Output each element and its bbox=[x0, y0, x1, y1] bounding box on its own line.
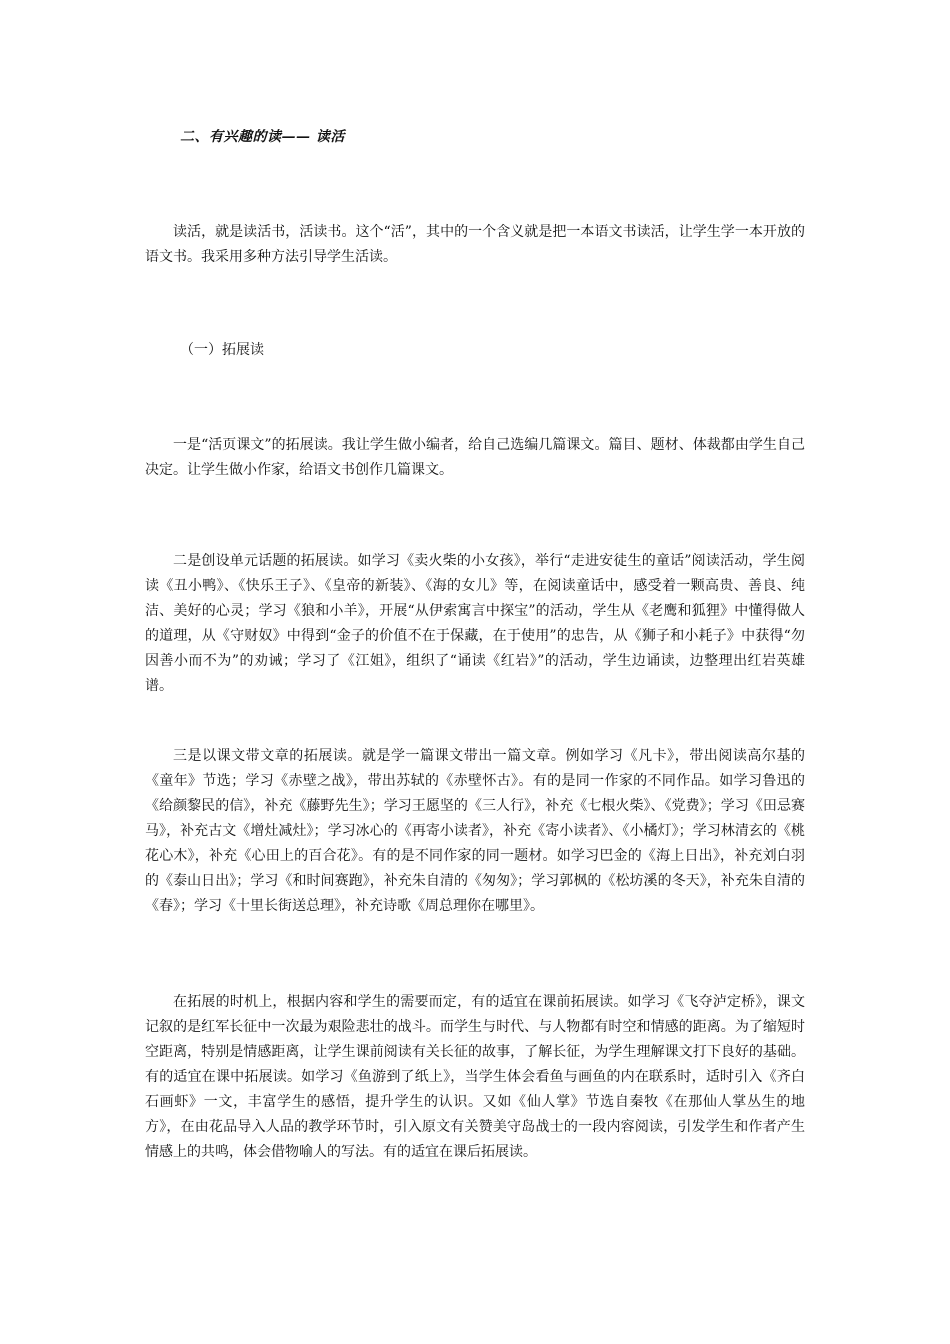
body-paragraph-2: 二是创设单元话题的拓展读。如学习《卖火柴的小女孩》，举行“走进安徒生的童话”阅读活动，学生阅读《丑小鸭》、《快乐王子》、《皇帝的新装》、《海的女儿》等，在阅读童话中，感受着一颗高贵、善良、纯洁、美好的心灵；学习《狼和小羊》，开展“从伊索寓言中探宝”的活动，学生从《老鹰和狐狸》中懂得做人的道理，从《守财奴》中得到“金子的价值不在于保藏，在于使用”的忠告，从《狮子和小耗子》中获得“勿因善小而不为”的劝诫；学习了《江姐》，组织了“诵读《红岩》”的活动，学生边诵读，边整理出红岩英雄谱。 bbox=[145, 553, 805, 694]
section-heading: 二、有兴趣的读—— 读活 bbox=[180, 129, 345, 145]
body-paragraph-3: 三是以课文带文章的拓展读。就是学一篇课文带出一篇文章。例如学习《凡卡》，带出阅读高尔基的《童年》节选；学习《赤壁之战》，带出苏轼的《赤壁怀古》。有的是同一作家的不同作品。如学习鲁迅的《给颜黎民的信》，补充《藤野先生》；学习王愿坚的《三人行》，补充《七根火柴》、《党费》；学习《田忌赛马》，补充古文《增灶减灶》；学习冰心的《再寄小读者》，补充《寄小读者》、《小橘灯》；学习林清玄的《桃花心木》，补充《心田上的百合花》。有的是不同作家的同一题材。如学习巴金的《海上日出》，补充刘白羽的《泰山日出》；学习《和时间赛跑》，补充朱自清的《匆匆》；学习郭枫的《松坊溪的冬天》，补充朱自清的《春》；学习《十里长街送总理》，补充诗歌《周总理你在哪里》。 bbox=[145, 748, 805, 914]
intro-paragraph: 读活，就是读活书，活读书。这个“活”，其中的一个含义就是把一本语文书读活，让学生学一本开放的语文书。我采用多种方法引导学生活读。 bbox=[145, 224, 805, 265]
subsection-title: （一）拓展读 bbox=[180, 342, 264, 358]
body-paragraph-1: 一是“活页课文”的拓展读。我让学生做小编者，给自己选编几篇课文。篇目、题材、体裁都由学生自己决定。让学生做小作家，给语文书创作几篇课文。 bbox=[145, 437, 805, 478]
body-paragraph-4: 在拓展的时机上，根据内容和学生的需要而定，有的适宜在课前拓展读。如学习《飞夺泸定桥》，课文记叙的是红军长征中一次最为艰险悲壮的战斗。而学生与时代、与人物都有时空和情感的距离。为了缩短时空距离，特别是情感距离，让学生课前阅读有关长征的故事，了解长征，为学生理解课文打下良好的基础。有的适宜在课中拓展读。如学习《鱼游到了纸上》，当学生体会看鱼与画鱼的内在联系时，适时引入《齐白石画虾》一文，丰富学生的感悟，提升学生的认识。又如《仙人掌》节选自秦牧《在那仙人掌丛生的地方》，在由花品导入人品的教学环节时，引入原文有关赞美守岛战士的一段内容阅读，引发学生和作者产生情感上的共鸣，体会借物喻人的写法。有的适宜在课后拓展读。 bbox=[145, 994, 805, 1160]
